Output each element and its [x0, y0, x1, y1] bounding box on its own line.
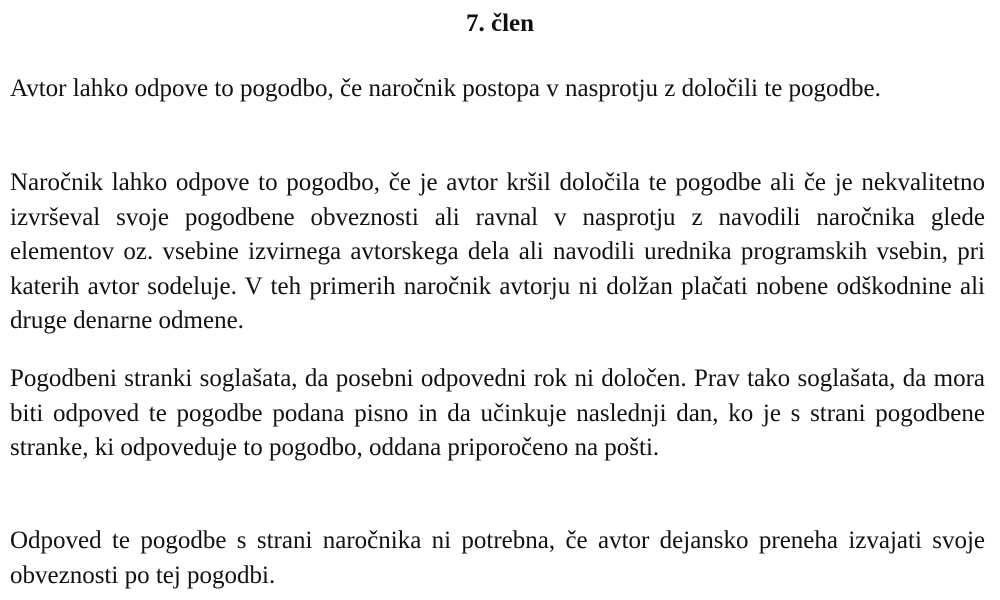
paragraph-termination-not-required: Odpoved te pogodbe s strani naročnika ni potrebna, če avtor dejansko preneha izvajati svoje obveznosti po tej pogodbi. [10, 527, 985, 589]
paragraph-notice-period: Pogodbeni stranki soglašata, da posebni odpovedni rok ni določen. Prav tako soglašata, da mora biti odpoved te pogodbe podana pisno in da učinkuje naslednji dan, ko je s strani pogodbene stranke, ki odpoveduje to pogodbo, oddana priporočeno na pošti. [10, 365, 985, 461]
paragraph-author-termination: Avtor lahko odpove to pogodbo, če naročnik postopa v nasprotju z določili te pogodbe. [10, 75, 881, 102]
article-title: 7. člen [465, 10, 535, 37]
paragraph-client-termination: Naročnik lahko odpove to pogodbo, če je avtor kršil določila te pogodbe ali če je nekvalitetno izvrševal svoje pogodbene obveznosti ali ravnal v nasprotju z navodili naročnika glede elementov oz. vsebine izvirnega avtorskega dela ali navodili urednika programskih vsebin, pri katerih avtor sodeluje. V teh primerih naročnik avtorju ni dolžan plačati nobene odškodnine ali druge denarne odmene. [10, 169, 985, 334]
